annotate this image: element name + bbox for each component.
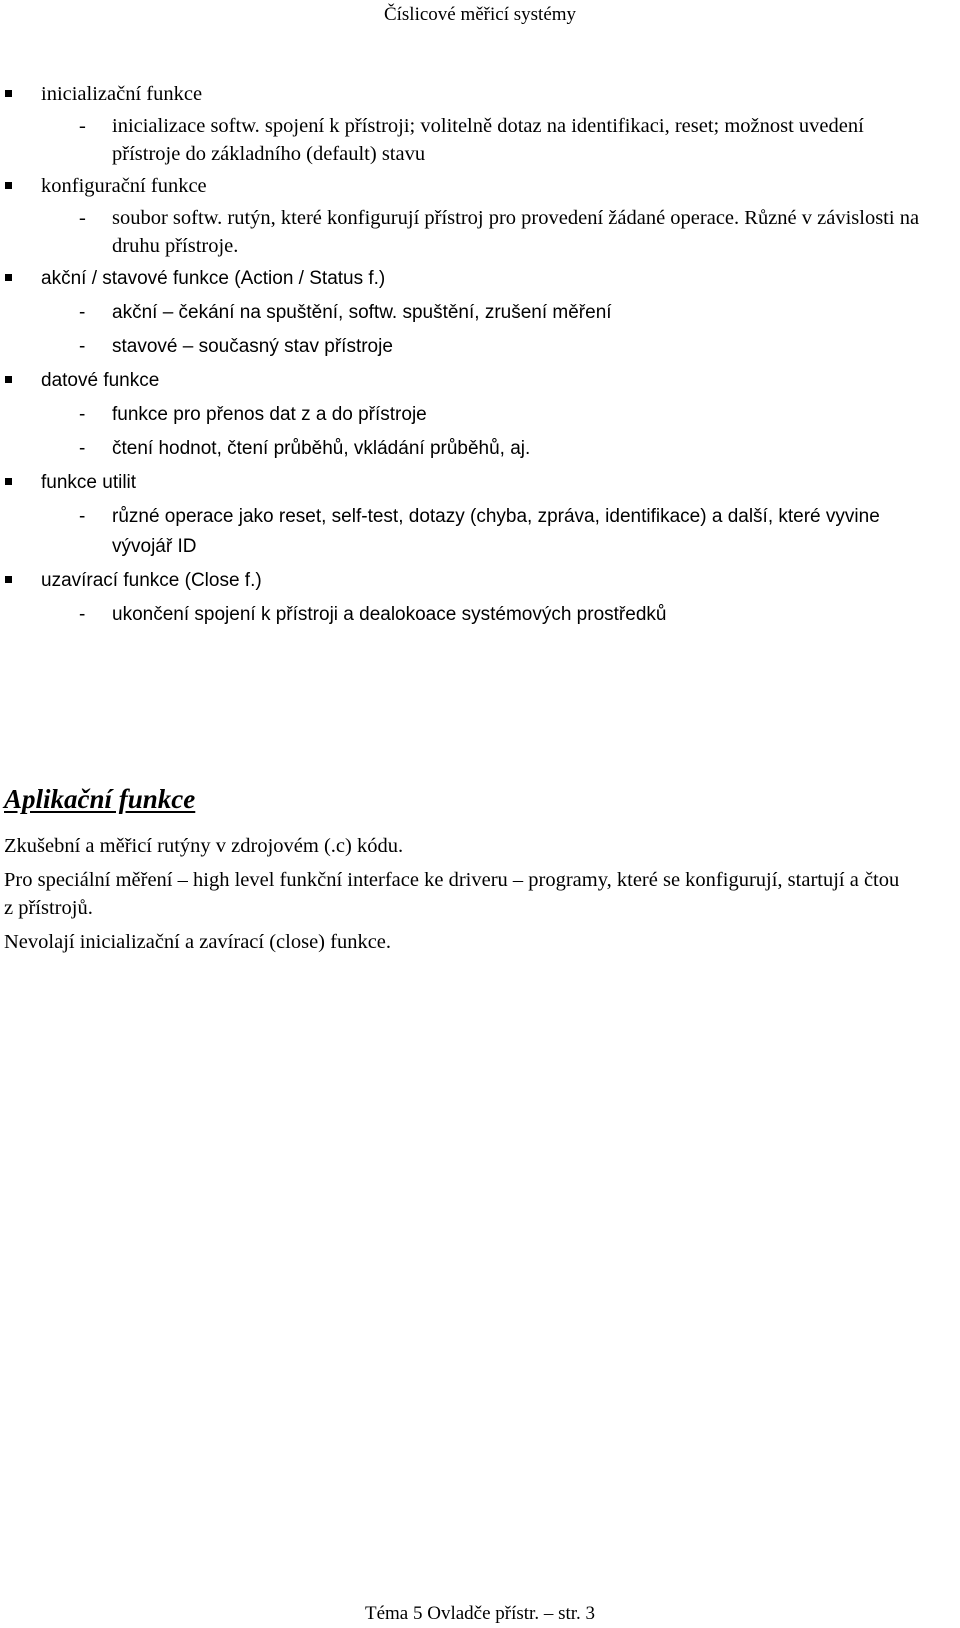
- list-item: [0, 332, 940, 362]
- sub-item-text: akční – čekání na spuštění, softw. spuštění, zrušení měření: [112, 302, 612, 323]
- list-item: [0, 600, 940, 630]
- square-bullet-icon: [5, 274, 12, 281]
- section-heading: Aplikační funkce: [4, 784, 196, 814]
- list-item: [0, 468, 940, 498]
- sub-item-text: ukončení spojení k přístroji a dealokoace systémových prostředků: [112, 604, 667, 625]
- list-item: [0, 298, 940, 328]
- square-bullet-icon: [5, 182, 12, 189]
- dash-marker: -: [79, 404, 86, 425]
- square-bullet-icon: [5, 478, 12, 485]
- function-list: [0, 76, 940, 630]
- list-item: [0, 566, 940, 596]
- sub-item-text: čtení hodnot, čtení průběhů, vkládání průběhů, aj.: [112, 438, 531, 459]
- paragraph: Zkušební a měřicí rutýny v zdrojovém (.c) kódu.: [4, 835, 404, 857]
- bullet-text: funkce utilit: [41, 472, 137, 493]
- paragraph: Nevolají inicializační a zavírací (close) funkce.: [4, 931, 392, 953]
- bullet-text: datové funkce: [41, 370, 160, 391]
- sub-item-text: funkce pro přenos dat z a do přístroje: [112, 404, 427, 425]
- dash-marker: -: [79, 207, 86, 229]
- dash-marker: -: [79, 115, 86, 137]
- dash-marker: -: [79, 336, 86, 357]
- dash-marker: -: [79, 506, 86, 527]
- list-item: [0, 400, 940, 430]
- square-bullet-icon: [5, 576, 12, 583]
- dash-marker: -: [79, 438, 86, 459]
- dash-marker: -: [79, 604, 86, 625]
- sub-item-text: inicializace softw. spojení k přístroji; volitelně dotaz na identifikaci, reset; možnost uvedení přístroje do základního (default) stavu: [112, 115, 864, 165]
- section-body: [4, 832, 904, 962]
- sub-item-text: stavové – současný stav přístroje: [112, 336, 393, 357]
- list-item: [0, 172, 940, 200]
- list-item: [0, 434, 940, 464]
- square-bullet-icon: [5, 90, 12, 97]
- list-item: [0, 112, 940, 168]
- dash-marker: -: [79, 302, 86, 323]
- list-item: [0, 502, 940, 562]
- bullet-text: uzavírací funkce (Close f.): [41, 570, 262, 591]
- bullet-text: akční / stavové funkce (Action / Status f.): [41, 268, 386, 289]
- sub-item-text: různé operace jako reset, self-test, dotazy (chyba, zpráva, identifikace) a další, které vyvine vývojář ID: [112, 506, 880, 557]
- list-item: [0, 204, 940, 260]
- bullet-text: konfigurační funkce: [41, 175, 207, 197]
- list-item: [0, 366, 940, 396]
- list-item: [0, 264, 940, 294]
- page-header: Číslicové měřicí systémy: [383, 4, 577, 25]
- sub-item-text: soubor softw. rutýn, které konfigurují přístroj pro provedení žádané operace. Různé v závislosti na druhu přístroje.: [112, 207, 920, 257]
- bullet-text: inicializační funkce: [41, 83, 203, 105]
- paragraph: Pro speciální měření – high level funkční interface ke driveru – programy, které se konfigurují, startují a čtou z přístrojů.: [4, 869, 900, 919]
- page-footer: Téma 5 Ovladče přístr. – str. 3: [364, 1603, 596, 1624]
- list-item: [0, 80, 940, 108]
- square-bullet-icon: [5, 376, 12, 383]
